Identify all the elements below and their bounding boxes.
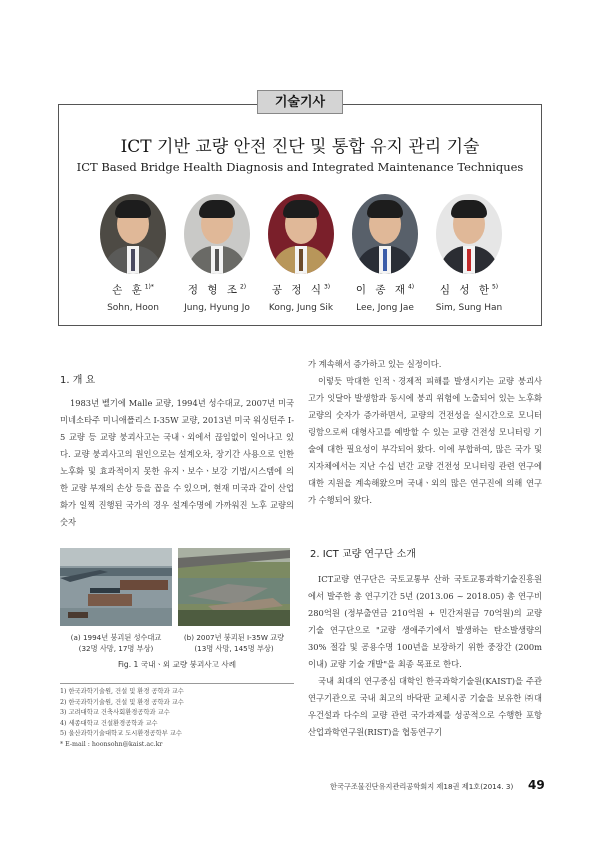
author-photo <box>436 194 502 274</box>
subcaption-b-line1: (b) 2007년 붕괴된 I-35W 교량 <box>183 633 285 642</box>
author-photo <box>100 194 166 274</box>
title-english: ICT Based Bridge Health Diagnosis and Integrated Maintenance Techniques <box>76 160 524 174</box>
author-name-ko: 심 성 한 <box>439 284 492 296</box>
figure-photo-seongsu-bridge <box>60 548 172 626</box>
footnote: 4) 세종대학교 건설환경공학과 교수 <box>60 719 158 727</box>
footnote-email: * E-mail : hoonsohn@kaist.ac.kr <box>60 740 163 748</box>
author-name-ko: 손 훈 <box>112 284 145 296</box>
author-name-ko: 정 형 조 <box>187 284 240 296</box>
footnote: 3) 고려대학교 건축사회환경공학과 교수 <box>60 709 170 716</box>
author-affil-mark: 3) <box>323 283 331 291</box>
author-name-ko: 공 정 식 <box>271 284 324 296</box>
author-name-en: Sim, Sung Han <box>435 303 503 313</box>
page-number: 49 <box>528 778 545 792</box>
author-affil-mark: 5) <box>491 283 499 291</box>
author-card <box>172 194 262 313</box>
author-name-en: Jung, Hyung Jo <box>184 303 250 313</box>
journal-footer: 한국구조물진단유지관리공학회지 제18권 제1호(2014. 3) <box>330 782 514 791</box>
author-name-en: Kong, Jung Sik <box>268 303 334 313</box>
footnotes <box>60 687 294 750</box>
figure-caption: Fig. 1 국내ㆍ외 교량 붕괴사고 사례 <box>117 660 237 669</box>
section2-body: ICT교량 연구단은 국토교통부 산하 국토교통과학기술진흥원에서 발주한 총 연구기간 5년 (2013.06 ~ 2018.05) 총 연구비 280억원 (정부출연금 210억원 + 민간저원금 70억원)의 교량 기술 연구단으로 "교량 생애주기에서 발생하는 탄소발생량의 30% 절감 및 공용수명 100년을 보장하기 위한 중장간 (200m 이내) 교량 기술 개발"을 최종 목표로 한다. 국내 최대의 연구중심 대학인 한국과학기술원(KAIST)을 주관연구기관으로 국내 최고의 바닥판 교체시공 기술을 보유한 ㈜대우건설과 다수의 교량 관련 국가과제를 성공적으로 수행한 포항산업과학연구원(RIST)을 협동연구기 <box>308 574 542 737</box>
author-affil-mark: 4) <box>407 283 415 291</box>
section1-body: 1983년 벨기에 Malle 교량, 1994년 성수대교, 2007년 미국 미네소타주 미니애폴리스 I-35W 교량, 2013년 미국 워싱턴주 I-5 교량 등 교량 붕괴사고는 국내ㆍ외에서 끊임없이 일어나고 있다. 교량 붕괴사고의 원인으로는 설계오차, 장기간 사용으로 인한 노후화 및 효과적이지 못한 유지ㆍ보수ㆍ보강 기법/시스템에 의한 교량 부재의 손상 등을 꼽을 수 있으며, 현재 미국과 같이 산업화가 일찍 진행된 국가의 경우 설계수명에 가까워진 노후 교량의 숫자 <box>60 398 294 527</box>
author-affil-mark: 1)* <box>144 283 154 291</box>
author-name-en: Sohn, Hoon <box>107 303 159 313</box>
author-card <box>424 194 514 313</box>
author-name-en: Lee, Jong Jae <box>356 303 414 313</box>
footnote: 2) 한국과학기술원, 건설 및 환경 공학과 교수 <box>60 698 184 706</box>
subcaption-a-line2: (32명 사망, 17명 부상) <box>78 644 154 653</box>
author-card <box>88 194 178 313</box>
author-photo <box>352 194 418 274</box>
footnote: 1) 한국과학기술원, 건설 및 환경 공학과 교수 <box>60 688 184 695</box>
author-affil-mark: 2) <box>239 283 247 291</box>
section-heading: 2. ICT 교량 연구단 소개 <box>310 549 416 560</box>
author-name-ko: 이 종 재 <box>355 284 408 296</box>
subcaption-b-line2: (13명 사망, 145명 부상) <box>194 644 274 653</box>
footnote-divider <box>60 683 294 684</box>
section1-body-continued: 가 계속해서 증가하고 있는 실정이다. 이렇듯 막대한 인적ㆍ경제적 피해를 발생시키는 교량 붕괴사고가 잇달아 발생함과 동시에 붕괴 위험에 노출되어 있는 노후화 교량의 숫자가 증가하면서, 교량의 건전성을 실시간으로 모니터링함으로써 대형사고를 예방할 수 있는 교량 건전성 모니터링 기술에 대한 필요성이 부각되어 왔다. 이에 부합하여, 많은 국가 및 지자체에서는 지난 수십 년간 교량 건전성 모니터링 관련 연구에 대한 지원을 계속해왔으며 국내ㆍ외의 많은 연구진에 의해 연구가 수행되어 왔다. <box>308 359 542 505</box>
author-photo <box>184 194 250 274</box>
figure-photo-i35w-bridge <box>178 548 290 626</box>
section-heading: 1. 개 요 <box>60 375 96 386</box>
category-tag: 기술기사 <box>257 90 343 114</box>
author-card <box>256 194 346 313</box>
title-korean: ICT 기반 교량 안전 진단 및 통합 유지 관리 기술 <box>120 137 480 157</box>
subcaption-a-line1: (a) 1994년 붕괴된 성수대교 <box>70 633 162 642</box>
author-photo <box>268 194 334 274</box>
footnote: 5) 울산과학기술대학교 도시환경공학부 교수 <box>60 730 182 737</box>
author-card <box>340 194 430 313</box>
